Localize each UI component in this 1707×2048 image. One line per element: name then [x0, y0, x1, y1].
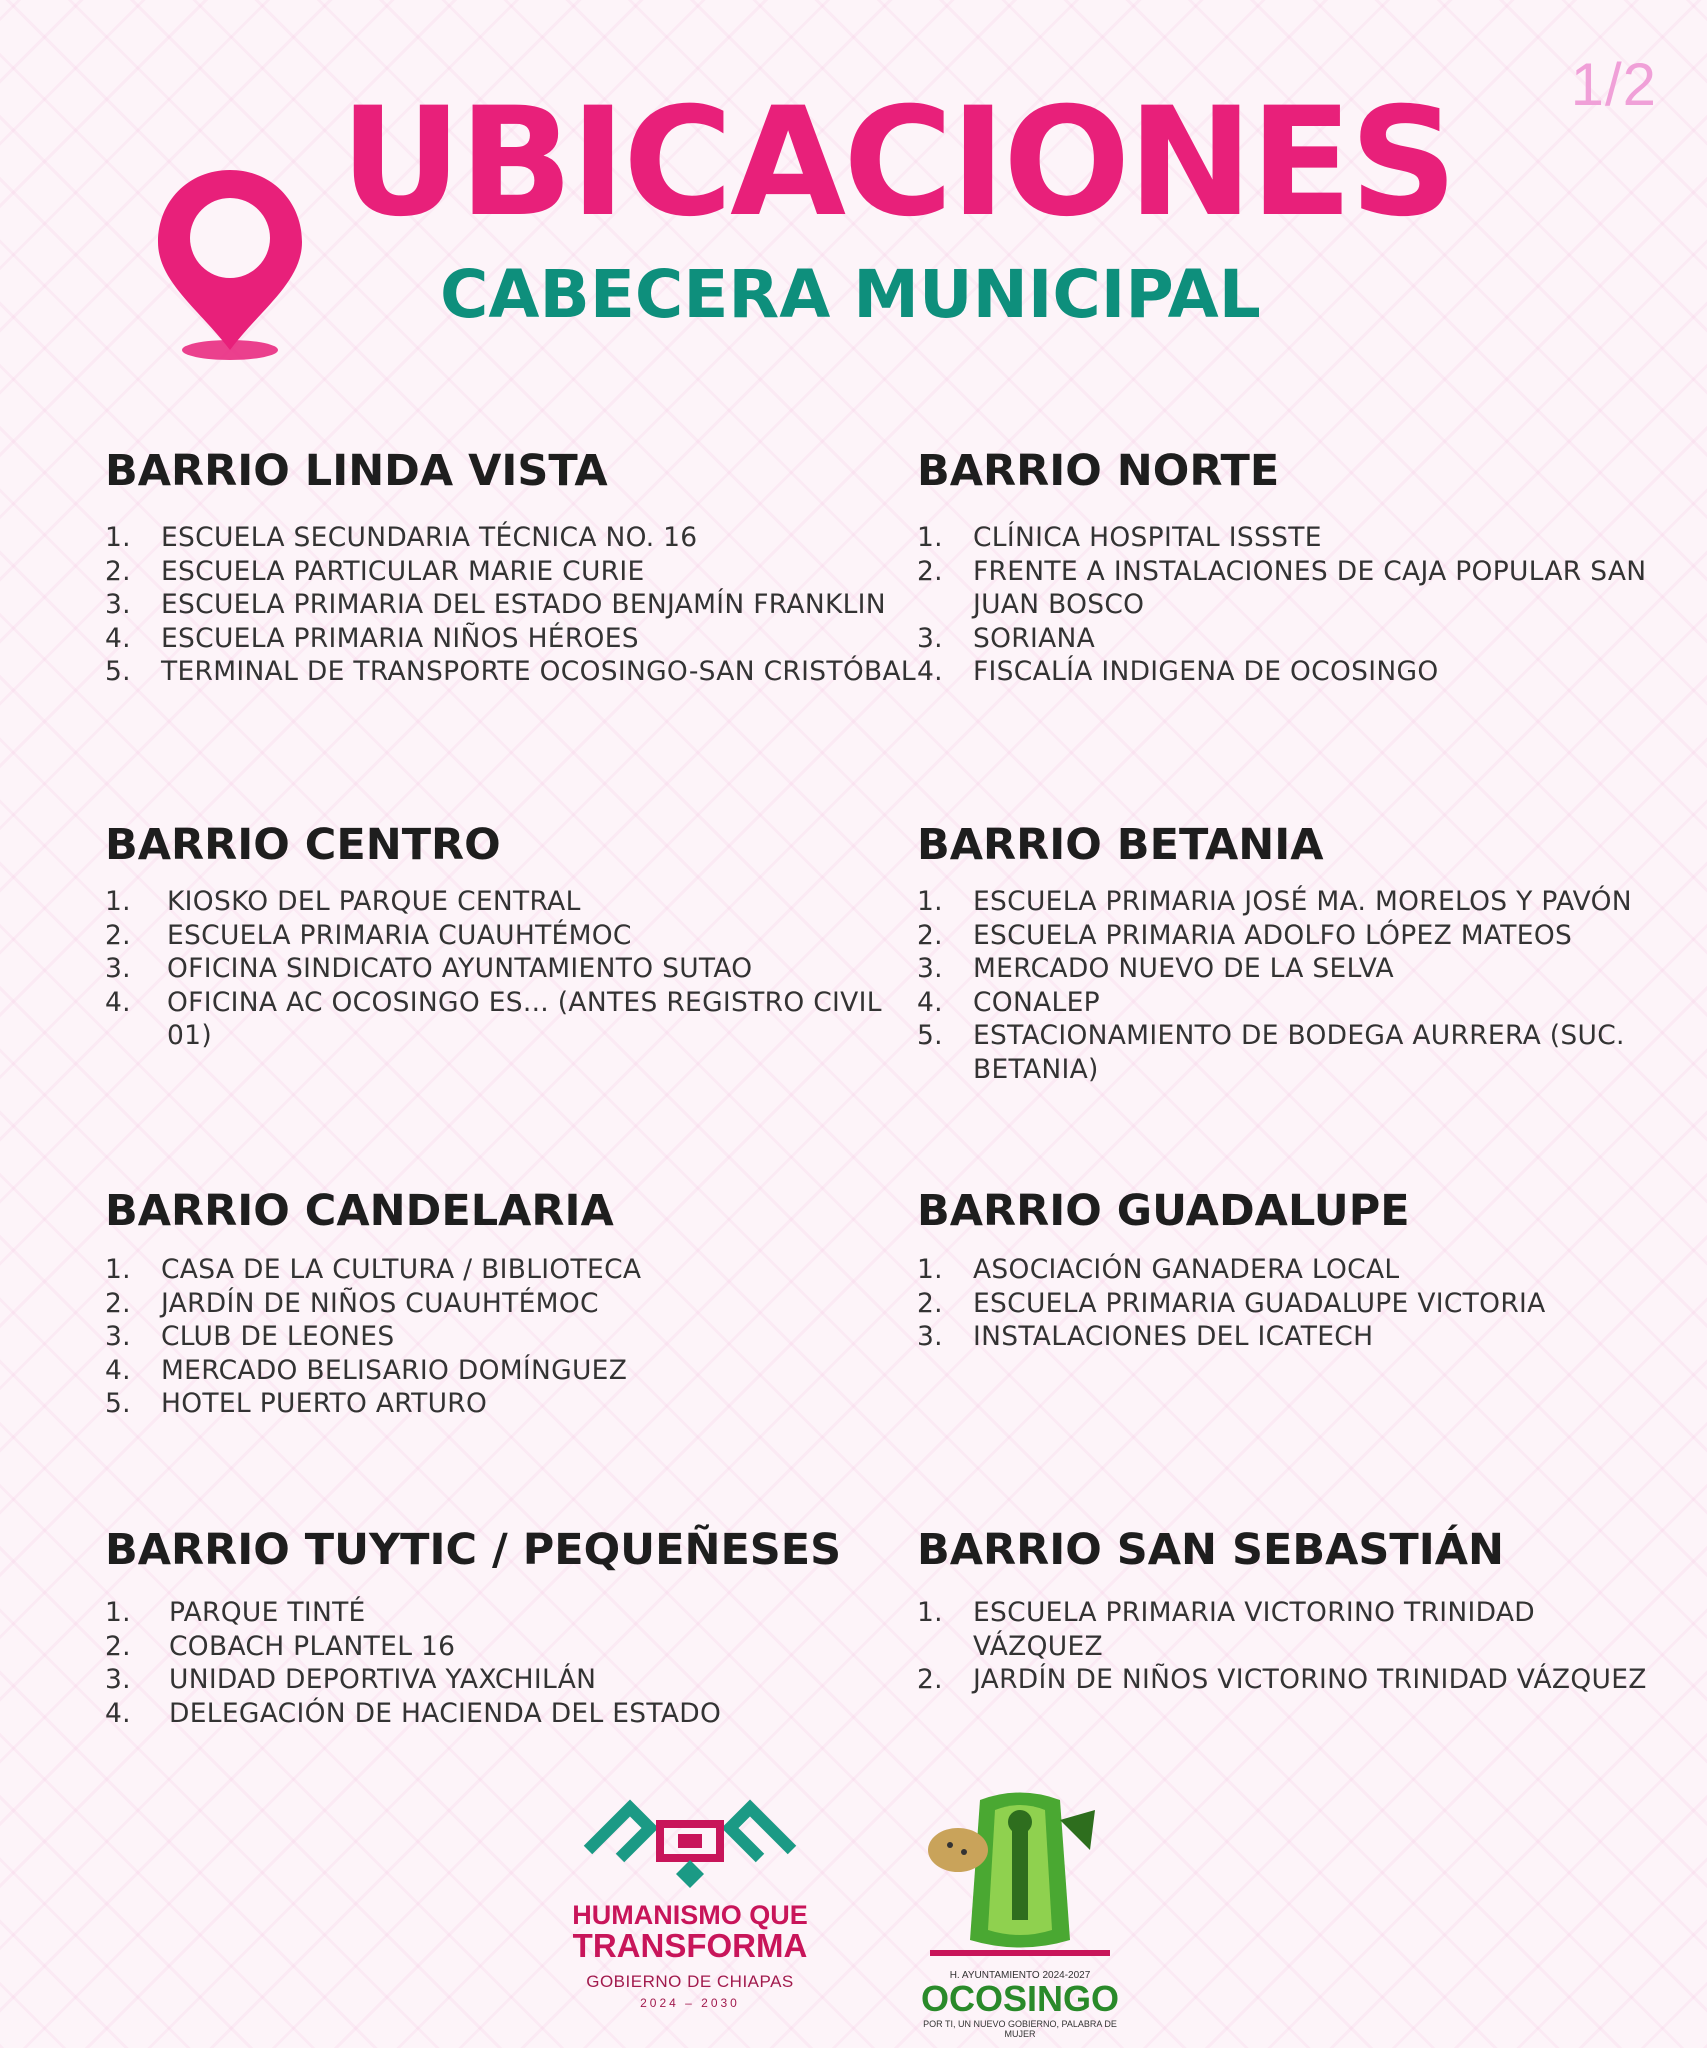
- list-item: 1. CLÍNICA HOSPITAL ISSSTE: [917, 522, 1322, 554]
- location-list: [105, 1596, 925, 1730]
- barrio-section: [105, 1188, 925, 1421]
- barrio-title: BARRIO SAN SEBASTIÁN: [917, 1525, 1504, 1575]
- list-item: 4. MERCADO BELISARIO DOMÍNGUEZ: [105, 1354, 628, 1386]
- list-item: 2. FRENTE A INSTALACIONES DE CAJA POPULAR SAN JUAN BOSCO: [917, 555, 1647, 621]
- list-item: 2. ESCUELA PRIMARIA ADOLFO LÓPEZ MATEOS: [917, 919, 1573, 951]
- list-item: 2. ESCUELA PRIMARIA CUAUHTÉMOC: [105, 919, 632, 951]
- location-list: [917, 1253, 1657, 1354]
- list-item: 3. INSTALACIONES DEL ICATECH: [917, 1321, 1374, 1353]
- barrio-title: BARRIO BETANIA: [917, 820, 1324, 870]
- page-title: UBICACIONES: [340, 76, 1455, 250]
- barrio-section: [917, 822, 1657, 1086]
- location-list: [105, 1253, 925, 1421]
- humanismo-emblem-icon: [580, 1790, 800, 1890]
- list-item: 1. PARQUE TINTÉ: [105, 1597, 366, 1629]
- list-item: 5. TERMINAL DE TRANSPORTE OCOSINGO-SAN CRISTÓBAL: [105, 656, 916, 688]
- gobierno-chiapas-logo: [570, 1790, 810, 2030]
- location-list: [917, 521, 1657, 689]
- page-number: 1/2: [1570, 51, 1657, 118]
- logo-text-line1: HUMANISMO QUE: [572, 1900, 808, 1930]
- list-item: 3. UNIDAD DEPORTIVA YAXCHILÁN: [105, 1664, 597, 1696]
- logo-text-line3: GOBIERNO DE CHIAPAS: [586, 1972, 794, 1991]
- barrio-title: BARRIO GUADALUPE: [917, 1186, 1410, 1236]
- barrio-title: BARRIO NORTE: [917, 446, 1280, 496]
- list-item: 4. OFICINA AC OCOSINGO ES... (ANTES REGISTRO CIVIL 01): [105, 986, 882, 1052]
- list-item: 2. JARDÍN DE NIÑOS VICTORINO TRINIDAD VÁZQUEZ: [917, 1664, 1647, 1696]
- list-item: 2. COBACH PLANTEL 16: [105, 1630, 456, 1662]
- list-item: 2. ESCUELA PRIMARIA GUADALUPE VICTORIA: [917, 1287, 1546, 1319]
- list-item: 1. ESCUELA PRIMARIA VICTORINO TRINIDAD VÁZQUEZ: [917, 1597, 1535, 1662]
- barrio-title: BARRIO CENTRO: [105, 820, 501, 870]
- logo-text-line2: TRANSFORMA: [572, 1927, 808, 1964]
- page-subtitle: CABECERA MUNICIPAL: [440, 256, 1261, 333]
- ocosingo-logo: [910, 1790, 1130, 2039]
- location-list: [917, 885, 1657, 1086]
- location-list: [105, 885, 925, 1053]
- barrio-section: [105, 1527, 925, 1730]
- barrio-title: BARRIO LINDA VISTA: [105, 446, 608, 496]
- location-list: [105, 521, 925, 689]
- list-item: 1. KIOSKO DEL PARQUE CENTRAL: [105, 886, 581, 918]
- barrio-section: [105, 822, 925, 1053]
- list-item: 4. FISCALÍA INDIGENA DE OCOSINGO: [917, 656, 1439, 688]
- barrio-section: [917, 1188, 1657, 1354]
- logo-text-line4: 2024 – 2030: [640, 1996, 740, 2010]
- list-item: 5. ESTACIONAMIENTO DE BODEGA AURRERA (SUC. BETANIA): [917, 1020, 1625, 1085]
- list-item: 3. OFICINA SINDICATO AYUNTAMIENTO SUTAO: [105, 953, 753, 985]
- list-item: 1. CASA DE LA CULTURA / BIBLIOTECA: [105, 1254, 642, 1286]
- barrio-section: [105, 448, 925, 689]
- logo-text-line1: H. AYUNTAMIENTO 2024-2027: [949, 1970, 1091, 1981]
- barrio-title: BARRIO TUYTIC / PEQUEÑESES: [105, 1525, 842, 1575]
- list-item: 3. MERCADO NUEVO DE LA SELVA: [917, 953, 1394, 985]
- logo-text-line3: POR TI, UN NUEVO GOBIERNO, PALABRA DE MUJER: [923, 2019, 1117, 2039]
- list-item: 1. ESCUELA PRIMARIA JOSÉ MA. MORELOS Y PAVÓN: [917, 886, 1632, 918]
- list-item: 2. JARDÍN DE NIÑOS CUAUHTÉMOC: [105, 1287, 599, 1319]
- location-pin-icon: [150, 160, 310, 360]
- barrio-section: [917, 448, 1657, 689]
- logo-text-line2: OCOSINGO: [920, 1978, 1120, 2019]
- list-item: 3. CLUB DE LEONES: [105, 1321, 395, 1353]
- list-item: 3. ESCUELA PRIMARIA DEL ESTADO BENJAMÍN FRANKLIN: [105, 589, 886, 621]
- footer-logos: [570, 1790, 1150, 2039]
- list-item: 4. DELEGACIÓN DE HACIENDA DEL ESTADO: [105, 1697, 722, 1729]
- list-item: 1. ESCUELA SECUNDARIA TÉCNICA NO. 16: [105, 522, 698, 554]
- list-item: 4. ESCUELA PRIMARIA NIÑOS HÉROES: [105, 622, 639, 654]
- list-item: 2. ESCUELA PARTICULAR MARIE CURIE: [105, 555, 645, 587]
- barrio-section: [917, 1527, 1657, 1697]
- list-item: 5. HOTEL PUERTO ARTURO: [105, 1388, 488, 1420]
- list-item: 3. SORIANA: [917, 622, 1096, 654]
- barrio-title: BARRIO CANDELARIA: [105, 1186, 614, 1236]
- ocosingo-emblem-icon: [920, 1790, 1120, 1960]
- list-item: 1. ASOCIACIÓN GANADERA LOCAL: [917, 1254, 1400, 1286]
- location-list: [917, 1596, 1657, 1697]
- list-item: 4. CONALEP: [917, 986, 1100, 1018]
